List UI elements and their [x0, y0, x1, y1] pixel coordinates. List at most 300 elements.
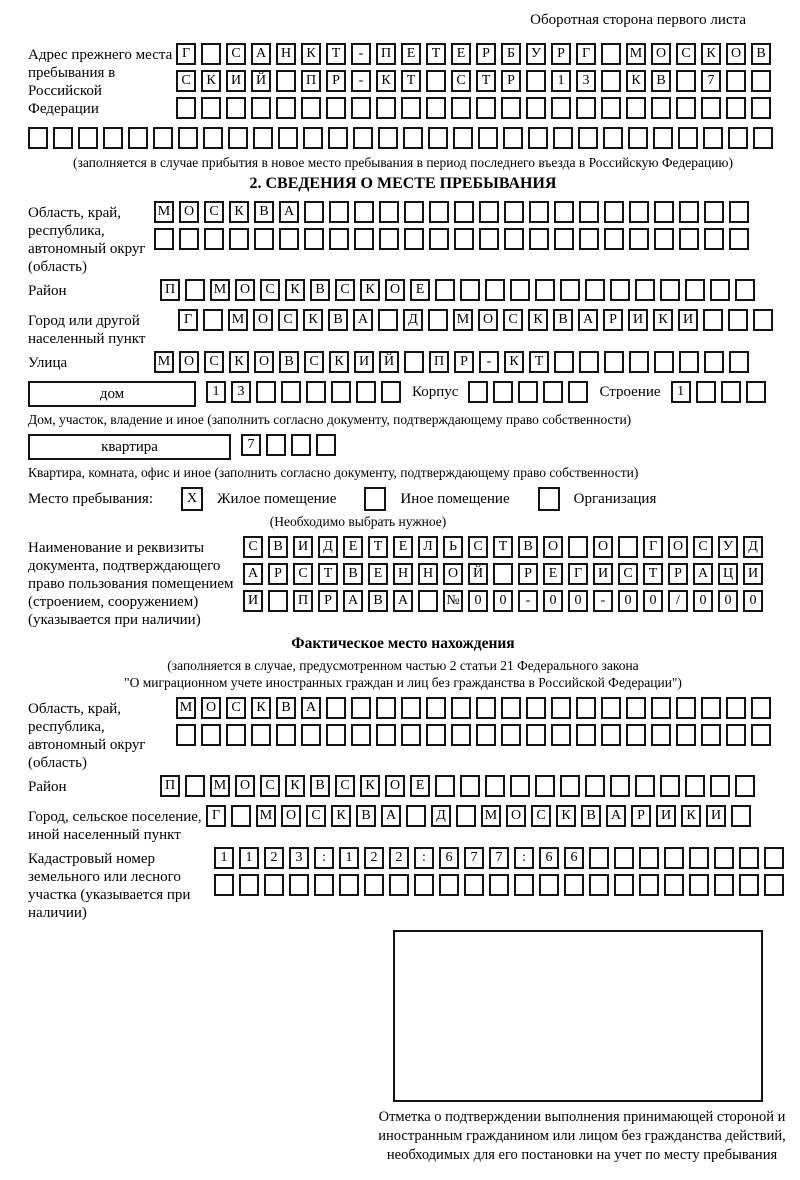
char-cell[interactable]: 1: [551, 70, 571, 92]
char-cell[interactable]: [651, 697, 671, 719]
char-cell[interactable]: 0: [643, 590, 663, 612]
char-cell[interactable]: [735, 279, 755, 301]
char-cell[interactable]: С: [676, 43, 696, 65]
char-cell[interactable]: [454, 201, 474, 223]
char-cell[interactable]: [529, 201, 549, 223]
char-cell[interactable]: [478, 127, 498, 149]
char-cell[interactable]: [460, 279, 480, 301]
char-cell[interactable]: [689, 847, 709, 869]
char-cell[interactable]: Г: [176, 43, 196, 65]
char-cell[interactable]: [354, 201, 374, 223]
char-cell[interactable]: В: [581, 805, 601, 827]
char-cell[interactable]: [428, 309, 448, 331]
char-cell[interactable]: [439, 874, 459, 896]
char-cell[interactable]: [576, 697, 596, 719]
char-cell[interactable]: [639, 874, 659, 896]
char-cell[interactable]: О: [651, 43, 671, 65]
char-cell[interactable]: О: [253, 309, 273, 331]
char-cell[interactable]: 1: [239, 847, 259, 869]
char-cell[interactable]: [476, 97, 496, 119]
char-cell[interactable]: [53, 127, 73, 149]
char-cell[interactable]: [185, 279, 205, 301]
char-cell[interactable]: [489, 874, 509, 896]
char-cell[interactable]: К: [285, 279, 305, 301]
char-cell[interactable]: [579, 351, 599, 373]
char-cell[interactable]: [203, 127, 223, 149]
char-cell[interactable]: К: [360, 279, 380, 301]
char-cell[interactable]: [404, 228, 424, 250]
char-cell[interactable]: [653, 127, 673, 149]
char-cell[interactable]: 0: [468, 590, 488, 612]
char-cell[interactable]: [728, 309, 748, 331]
char-cell[interactable]: С: [204, 351, 224, 373]
char-cell[interactable]: [353, 127, 373, 149]
char-cell[interactable]: [568, 381, 588, 403]
char-cell[interactable]: [378, 127, 398, 149]
char-cell[interactable]: 3: [576, 70, 596, 92]
char-cell[interactable]: С: [278, 309, 298, 331]
char-cell[interactable]: :: [414, 847, 434, 869]
char-cell[interactable]: Г: [178, 309, 198, 331]
char-cell[interactable]: [376, 697, 396, 719]
char-cell[interactable]: [276, 724, 296, 746]
char-cell[interactable]: П: [376, 43, 396, 65]
char-cell[interactable]: [201, 43, 221, 65]
char-cell[interactable]: [585, 279, 605, 301]
char-cell[interactable]: [304, 228, 324, 250]
char-cell[interactable]: [551, 724, 571, 746]
char-cell[interactable]: Т: [368, 536, 388, 558]
char-cell[interactable]: [578, 127, 598, 149]
char-cell[interactable]: Е: [343, 536, 363, 558]
char-cell[interactable]: №: [443, 590, 463, 612]
char-cell[interactable]: [406, 805, 426, 827]
char-cell[interactable]: В: [368, 590, 388, 612]
char-cell[interactable]: [728, 127, 748, 149]
char-cell[interactable]: [253, 127, 273, 149]
char-cell[interactable]: Д: [431, 805, 451, 827]
char-cell[interactable]: Г: [206, 805, 226, 827]
char-cell[interactable]: [610, 279, 630, 301]
char-cell[interactable]: [354, 228, 374, 250]
char-cell[interactable]: 1: [339, 847, 359, 869]
char-cell[interactable]: К: [528, 309, 548, 331]
char-cell[interactable]: А: [393, 590, 413, 612]
char-cell[interactable]: [435, 279, 455, 301]
checkbox-residential[interactable]: X: [181, 487, 203, 511]
char-cell[interactable]: [291, 434, 311, 456]
char-cell[interactable]: [493, 381, 513, 403]
char-cell[interactable]: [228, 127, 248, 149]
char-cell[interactable]: К: [701, 43, 721, 65]
char-cell[interactable]: [306, 381, 326, 403]
char-cell[interactable]: М: [154, 351, 174, 373]
char-cell[interactable]: [376, 724, 396, 746]
char-cell[interactable]: [726, 724, 746, 746]
char-cell[interactable]: О: [478, 309, 498, 331]
char-cell[interactable]: [176, 97, 196, 119]
char-cell[interactable]: [714, 847, 734, 869]
char-cell[interactable]: В: [751, 43, 771, 65]
char-cell[interactable]: [535, 279, 555, 301]
char-cell[interactable]: [601, 97, 621, 119]
char-cell[interactable]: 1: [214, 847, 234, 869]
char-cell[interactable]: [254, 228, 274, 250]
char-cell[interactable]: К: [653, 309, 673, 331]
char-cell[interactable]: Е: [410, 775, 430, 797]
char-cell[interactable]: Т: [401, 70, 421, 92]
char-cell[interactable]: К: [331, 805, 351, 827]
char-cell[interactable]: У: [526, 43, 546, 65]
char-cell[interactable]: [454, 228, 474, 250]
char-cell[interactable]: [501, 97, 521, 119]
char-cell[interactable]: [276, 70, 296, 92]
char-cell[interactable]: [696, 381, 716, 403]
char-cell[interactable]: А: [301, 697, 321, 719]
char-cell[interactable]: [714, 874, 734, 896]
char-cell[interactable]: [664, 847, 684, 869]
char-cell[interactable]: [678, 127, 698, 149]
char-cell[interactable]: [660, 775, 680, 797]
char-cell[interactable]: [435, 775, 455, 797]
char-cell[interactable]: М: [154, 201, 174, 223]
char-cell[interactable]: В: [268, 536, 288, 558]
char-cell[interactable]: [735, 775, 755, 797]
char-cell[interactable]: [535, 775, 555, 797]
char-cell[interactable]: [635, 279, 655, 301]
char-cell[interactable]: [429, 201, 449, 223]
char-cell[interactable]: Д: [318, 536, 338, 558]
char-cell[interactable]: М: [256, 805, 276, 827]
char-cell[interactable]: 6: [539, 847, 559, 869]
char-cell[interactable]: С: [468, 536, 488, 558]
char-cell[interactable]: К: [376, 70, 396, 92]
char-cell[interactable]: [710, 775, 730, 797]
char-cell[interactable]: 7: [489, 847, 509, 869]
char-cell[interactable]: [543, 381, 563, 403]
char-cell[interactable]: К: [504, 351, 524, 373]
char-cell[interactable]: [679, 201, 699, 223]
char-cell[interactable]: [28, 127, 48, 149]
char-cell[interactable]: [414, 874, 434, 896]
char-cell[interactable]: [676, 70, 696, 92]
char-cell[interactable]: [618, 536, 638, 558]
char-cell[interactable]: [376, 97, 396, 119]
char-cell[interactable]: [504, 228, 524, 250]
char-cell[interactable]: [739, 874, 759, 896]
char-cell[interactable]: А: [251, 43, 271, 65]
char-cell[interactable]: С: [293, 563, 313, 585]
char-cell[interactable]: [251, 724, 271, 746]
char-cell[interactable]: В: [356, 805, 376, 827]
char-cell[interactable]: -: [351, 70, 371, 92]
char-cell[interactable]: [264, 874, 284, 896]
char-cell[interactable]: [726, 97, 746, 119]
char-cell[interactable]: [281, 381, 301, 403]
char-cell[interactable]: [289, 874, 309, 896]
char-cell[interactable]: [551, 97, 571, 119]
char-cell[interactable]: [701, 97, 721, 119]
char-cell[interactable]: [178, 127, 198, 149]
char-cell[interactable]: В: [328, 309, 348, 331]
checkbox-organization[interactable]: [538, 487, 560, 511]
char-cell[interactable]: [401, 97, 421, 119]
char-cell[interactable]: Н: [276, 43, 296, 65]
char-cell[interactable]: [464, 874, 484, 896]
char-cell[interactable]: [601, 697, 621, 719]
char-cell[interactable]: И: [743, 563, 763, 585]
char-cell[interactable]: [626, 697, 646, 719]
char-cell[interactable]: [764, 847, 784, 869]
char-cell[interactable]: К: [301, 43, 321, 65]
char-cell[interactable]: В: [310, 279, 330, 301]
char-cell[interactable]: П: [160, 775, 180, 797]
char-cell[interactable]: С: [503, 309, 523, 331]
char-cell[interactable]: [326, 697, 346, 719]
char-cell[interactable]: [451, 724, 471, 746]
char-cell[interactable]: О: [443, 563, 463, 585]
char-cell[interactable]: [501, 724, 521, 746]
char-cell[interactable]: М: [210, 279, 230, 301]
char-cell[interactable]: [278, 127, 298, 149]
char-cell[interactable]: [554, 201, 574, 223]
char-cell[interactable]: Г: [643, 536, 663, 558]
char-cell[interactable]: Н: [393, 563, 413, 585]
char-cell[interactable]: [554, 351, 574, 373]
char-cell[interactable]: [204, 228, 224, 250]
char-cell[interactable]: [753, 127, 773, 149]
char-cell[interactable]: [389, 874, 409, 896]
char-cell[interactable]: [479, 201, 499, 223]
char-cell[interactable]: [329, 228, 349, 250]
char-cell[interactable]: Е: [543, 563, 563, 585]
char-cell[interactable]: [764, 874, 784, 896]
char-cell[interactable]: О: [254, 351, 274, 373]
char-cell[interactable]: [328, 127, 348, 149]
char-cell[interactable]: [560, 279, 580, 301]
char-cell[interactable]: [526, 70, 546, 92]
char-cell[interactable]: Т: [318, 563, 338, 585]
char-cell[interactable]: О: [726, 43, 746, 65]
char-cell[interactable]: 0: [743, 590, 763, 612]
char-cell[interactable]: [579, 201, 599, 223]
char-cell[interactable]: [710, 279, 730, 301]
char-cell[interactable]: Ц: [718, 563, 738, 585]
char-cell[interactable]: [576, 724, 596, 746]
char-cell[interactable]: [329, 201, 349, 223]
char-cell[interactable]: К: [329, 351, 349, 373]
char-cell[interactable]: О: [281, 805, 301, 827]
char-cell[interactable]: К: [229, 351, 249, 373]
char-cell[interactable]: [703, 127, 723, 149]
char-cell[interactable]: [726, 70, 746, 92]
char-cell[interactable]: [226, 724, 246, 746]
char-cell[interactable]: А: [578, 309, 598, 331]
char-cell[interactable]: [429, 228, 449, 250]
char-cell[interactable]: [654, 351, 674, 373]
char-cell[interactable]: А: [353, 309, 373, 331]
char-cell[interactable]: Л: [418, 536, 438, 558]
char-cell[interactable]: 3: [231, 381, 251, 403]
checkbox-other-premises[interactable]: [364, 487, 386, 511]
char-cell[interactable]: В: [279, 351, 299, 373]
char-cell[interactable]: [453, 127, 473, 149]
char-cell[interactable]: 6: [564, 847, 584, 869]
char-cell[interactable]: [614, 847, 634, 869]
char-cell[interactable]: Й: [379, 351, 399, 373]
char-cell[interactable]: Р: [631, 805, 651, 827]
char-cell[interactable]: 1: [206, 381, 226, 403]
char-cell[interactable]: Р: [501, 70, 521, 92]
char-cell[interactable]: [214, 874, 234, 896]
char-cell[interactable]: [704, 228, 724, 250]
char-cell[interactable]: В: [254, 201, 274, 223]
char-cell[interactable]: [456, 805, 476, 827]
char-cell[interactable]: [239, 874, 259, 896]
char-cell[interactable]: Т: [643, 563, 663, 585]
char-cell[interactable]: И: [706, 805, 726, 827]
char-cell[interactable]: Б: [501, 43, 521, 65]
char-cell[interactable]: [379, 201, 399, 223]
char-cell[interactable]: 1: [671, 381, 691, 403]
char-cell[interactable]: [251, 97, 271, 119]
char-cell[interactable]: 0: [568, 590, 588, 612]
char-cell[interactable]: [685, 279, 705, 301]
char-cell[interactable]: [303, 127, 323, 149]
char-cell[interactable]: [679, 228, 699, 250]
char-cell[interactable]: К: [681, 805, 701, 827]
char-cell[interactable]: [529, 228, 549, 250]
char-cell[interactable]: 0: [493, 590, 513, 612]
char-cell[interactable]: И: [678, 309, 698, 331]
char-cell[interactable]: [403, 127, 423, 149]
char-cell[interactable]: Т: [493, 536, 513, 558]
char-cell[interactable]: [479, 228, 499, 250]
char-cell[interactable]: [539, 874, 559, 896]
char-cell[interactable]: К: [229, 201, 249, 223]
char-cell[interactable]: Е: [451, 43, 471, 65]
char-cell[interactable]: 2: [389, 847, 409, 869]
char-cell[interactable]: Р: [454, 351, 474, 373]
char-cell[interactable]: Р: [476, 43, 496, 65]
char-cell[interactable]: [460, 775, 480, 797]
char-cell[interactable]: 0: [693, 590, 713, 612]
char-cell[interactable]: С: [451, 70, 471, 92]
char-cell[interactable]: И: [354, 351, 374, 373]
char-cell[interactable]: К: [285, 775, 305, 797]
char-cell[interactable]: В: [518, 536, 538, 558]
char-cell[interactable]: [651, 97, 671, 119]
char-cell[interactable]: Р: [603, 309, 623, 331]
char-cell[interactable]: [326, 97, 346, 119]
char-cell[interactable]: Р: [268, 563, 288, 585]
char-cell[interactable]: [746, 381, 766, 403]
char-cell[interactable]: [604, 351, 624, 373]
char-cell[interactable]: [526, 724, 546, 746]
char-cell[interactable]: В: [310, 775, 330, 797]
char-cell[interactable]: С: [618, 563, 638, 585]
char-cell[interactable]: [176, 724, 196, 746]
char-cell[interactable]: К: [201, 70, 221, 92]
char-cell[interactable]: [560, 775, 580, 797]
char-cell[interactable]: П: [429, 351, 449, 373]
char-cell[interactable]: [604, 201, 624, 223]
char-cell[interactable]: 3: [289, 847, 309, 869]
char-cell[interactable]: [153, 127, 173, 149]
char-cell[interactable]: Й: [468, 563, 488, 585]
char-cell[interactable]: [103, 127, 123, 149]
char-cell[interactable]: [326, 724, 346, 746]
char-cell[interactable]: [404, 201, 424, 223]
char-cell[interactable]: И: [243, 590, 263, 612]
char-cell[interactable]: [381, 381, 401, 403]
char-cell[interactable]: [528, 127, 548, 149]
char-cell[interactable]: 0: [618, 590, 638, 612]
char-cell[interactable]: М: [228, 309, 248, 331]
char-cell[interactable]: Й: [251, 70, 271, 92]
char-cell[interactable]: Н: [418, 563, 438, 585]
char-cell[interactable]: [603, 127, 623, 149]
char-cell[interactable]: 7: [464, 847, 484, 869]
char-cell[interactable]: Д: [743, 536, 763, 558]
char-cell[interactable]: [518, 381, 538, 403]
char-cell[interactable]: [201, 97, 221, 119]
char-cell[interactable]: Г: [576, 43, 596, 65]
char-cell[interactable]: О: [593, 536, 613, 558]
char-cell[interactable]: С: [226, 697, 246, 719]
char-cell[interactable]: А: [279, 201, 299, 223]
char-cell[interactable]: О: [201, 697, 221, 719]
char-cell[interactable]: К: [251, 697, 271, 719]
char-cell[interactable]: [626, 97, 646, 119]
char-cell[interactable]: [510, 279, 530, 301]
char-cell[interactable]: [651, 724, 671, 746]
char-cell[interactable]: [351, 724, 371, 746]
char-cell[interactable]: -: [518, 590, 538, 612]
char-cell[interactable]: Г: [568, 563, 588, 585]
char-cell[interactable]: [179, 228, 199, 250]
char-cell[interactable]: [726, 697, 746, 719]
char-cell[interactable]: М: [626, 43, 646, 65]
char-cell[interactable]: [626, 724, 646, 746]
char-cell[interactable]: А: [243, 563, 263, 585]
char-cell[interactable]: [510, 775, 530, 797]
char-cell[interactable]: [331, 381, 351, 403]
char-cell[interactable]: [231, 805, 251, 827]
char-cell[interactable]: [404, 351, 424, 373]
char-cell[interactable]: [614, 874, 634, 896]
char-cell[interactable]: О: [179, 351, 199, 373]
char-cell[interactable]: Е: [393, 536, 413, 558]
char-cell[interactable]: [751, 97, 771, 119]
char-cell[interactable]: [676, 724, 696, 746]
char-cell[interactable]: А: [381, 805, 401, 827]
char-cell[interactable]: 6: [439, 847, 459, 869]
char-cell[interactable]: К: [556, 805, 576, 827]
char-cell[interactable]: [428, 127, 448, 149]
char-cell[interactable]: [201, 724, 221, 746]
char-cell[interactable]: [664, 874, 684, 896]
char-cell[interactable]: [364, 874, 384, 896]
char-cell[interactable]: 2: [264, 847, 284, 869]
char-cell[interactable]: [304, 201, 324, 223]
char-cell[interactable]: [610, 775, 630, 797]
char-cell[interactable]: Т: [326, 43, 346, 65]
char-cell[interactable]: О: [668, 536, 688, 558]
char-cell[interactable]: Р: [668, 563, 688, 585]
char-cell[interactable]: И: [593, 563, 613, 585]
char-cell[interactable]: О: [179, 201, 199, 223]
